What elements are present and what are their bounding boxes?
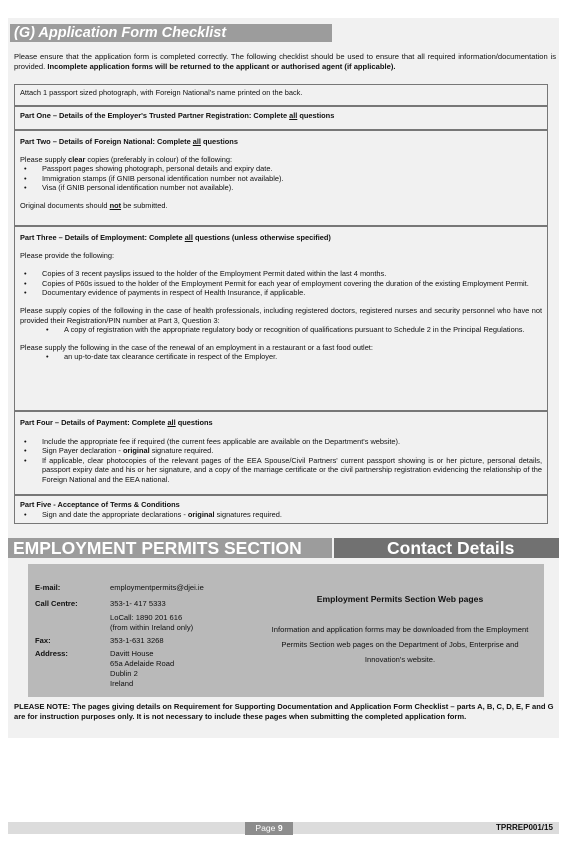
part-two-heading-underline: all bbox=[192, 137, 201, 146]
payer-declaration-text: Sign Payer declaration - bbox=[42, 446, 123, 456]
web-pages-text: Information and application forms may be downloaded from the Employment Permits Section web pages on the Department of Jobs, Enterprise and Innovation's website. bbox=[271, 625, 529, 664]
declarations-bold: original bbox=[187, 509, 215, 519]
intro-warning: Incomplete application forms will be returned to the applicant or authorised agent (if applicable). bbox=[47, 62, 396, 71]
email-link[interactable]: employmentpermits@djei.ie bbox=[110, 583, 204, 592]
page-number: 9 bbox=[277, 823, 283, 833]
list-item: • If applicable, clear photocopies of the relevant pages of the EEA Spouse/Civil Partners' current passport showing is or her picture, personal details, passport expiry date and his or her signature, and a copy of the marriage certificate or the civil partnership registration evidencing the relationship of the Foreign National and the EEA national. bbox=[20, 456, 542, 485]
renewal-list bbox=[20, 352, 542, 362]
part-two-lead-text: Please supply bbox=[20, 154, 69, 164]
part-two-lead bbox=[20, 155, 542, 165]
locall-number: LoCall: 1890 201 616 bbox=[110, 613, 183, 622]
list-item: • A copy of registration with the appropriate regulatory body or recognition of qualifications pursuant to Schedule 2 in the Principal Regulations. bbox=[20, 325, 542, 335]
photo-box bbox=[14, 84, 548, 106]
health-professionals-lead: Please supply copies of the following in the case of health professionals, including registered doctors, registered nurses and security personnel who have not provided their Registration/PIN number at Part 3, Question 3: bbox=[20, 305, 542, 325]
part-two-lead-bold: clear bbox=[68, 154, 86, 164]
part-two-heading-text: Part Two – Details of Foreign National: Complete bbox=[20, 137, 193, 146]
part-three-list bbox=[20, 269, 542, 298]
photo-instruction: Attach 1 passport sized photograph, with Foreign National's name printed on the back. bbox=[20, 88, 303, 97]
part-three-heading-end: questions (unless otherwise specified) bbox=[192, 233, 331, 242]
part-two-heading-end: questions bbox=[200, 137, 238, 146]
intro-text: Please ensure that the application form is completed correctly. The following checklist should be used to ensure that all required information/documentation is provided. bbox=[14, 52, 556, 71]
renewal-lead: Please supply the following in the case of the renewal of an employment in a restaurant or a fast food outlet: bbox=[20, 342, 373, 352]
part-three-heading bbox=[20, 233, 542, 243]
address-label: Address: bbox=[35, 649, 68, 658]
part-two-original-note bbox=[20, 201, 542, 211]
health-professionals-list bbox=[20, 325, 542, 335]
document-code: TPRREP001/15 bbox=[496, 823, 553, 832]
list-item: • Passport pages showing photograph, personal details and expiry date. bbox=[20, 164, 542, 174]
part-four-heading bbox=[20, 418, 542, 428]
part-four-list bbox=[20, 437, 542, 485]
section-header bbox=[8, 538, 332, 558]
address-line-text: Davitt House bbox=[110, 649, 154, 658]
part-one-heading-end: questions bbox=[297, 111, 335, 120]
declarations-text: Sign and date the appropriate declarations - bbox=[42, 509, 188, 519]
part-three-heading-underline: all bbox=[184, 233, 193, 242]
original-note-end: be submitted. bbox=[121, 200, 168, 210]
list-item: • Immigration stamps (if GNIB personal identification number not available). bbox=[20, 174, 542, 184]
call-centre-number: 353-1- 417 5333 bbox=[110, 599, 166, 608]
part-two-box bbox=[14, 130, 548, 226]
part-five-heading: Part Five - Acceptance of Terms & Conditions bbox=[20, 500, 180, 509]
part-two-list bbox=[20, 164, 542, 193]
part-two-lead-end: copies (preferably in colour) of the following: bbox=[85, 154, 232, 164]
page-indicator bbox=[245, 822, 293, 835]
email-label: E-mail: bbox=[35, 583, 61, 592]
payer-declaration-bold: original bbox=[122, 446, 150, 456]
web-pages-box bbox=[256, 564, 544, 697]
part-five-list bbox=[20, 510, 542, 520]
fax-label: Fax: bbox=[35, 636, 51, 645]
part-three-lead: Please provide the following: bbox=[20, 250, 115, 260]
fax-number: 353-1-631 3268 bbox=[110, 636, 164, 645]
part-one-box bbox=[14, 106, 548, 130]
payer-declaration-end: signature required. bbox=[149, 446, 214, 456]
part-three-box bbox=[14, 226, 548, 411]
list-item: • Include the appropriate fee if required (the current fees applicable are available on the Department's website). bbox=[20, 437, 542, 447]
address-line-text: 65a Adelaide Road bbox=[110, 659, 175, 668]
part-five-box bbox=[14, 495, 548, 524]
contact-details-box bbox=[28, 564, 269, 697]
address-line-text: Dublin 2 bbox=[110, 669, 138, 678]
part-three-heading-text: Part Three – Details of Employment: Complete bbox=[20, 233, 185, 242]
part-four-heading-text: Part Four – Details of Payment: Complete bbox=[20, 418, 168, 427]
list-item: • an up-to-date tax clearance certificate in respect of the Employer. bbox=[20, 352, 542, 362]
list-item: • Copies of P60s issued to the holder of the Employment Permit for each year of employment covering the duration of the existing Employment Permit. bbox=[20, 279, 542, 289]
list-item bbox=[20, 446, 542, 456]
list-item bbox=[20, 510, 542, 520]
call-centre-label: Call Centre: bbox=[35, 599, 78, 608]
contact-title: Contact Details bbox=[387, 538, 515, 558]
list-item: • Copies of 3 recent payslips issued to the holder of the Employment Permit dated within the last 4 months. bbox=[20, 269, 542, 279]
page-title: (G) Application Form Checklist bbox=[14, 25, 227, 41]
address-line-text: Ireland bbox=[110, 679, 134, 688]
part-two-heading bbox=[20, 137, 542, 147]
please-note: PLEASE NOTE: The pages giving details on Requirement for Supporting Documentation and Application Form Checklist – parts A, B, C, D, E, F and G are for instruction purposes only. It is not necessary to include these pages when submitting the completed application form. bbox=[14, 702, 554, 721]
page-label: Page bbox=[255, 823, 276, 833]
original-note-text: Original documents should bbox=[20, 200, 110, 210]
part-four-box bbox=[14, 411, 548, 495]
web-pages-title: Employment Permits Section Web pages bbox=[316, 594, 484, 604]
declarations-end: signatures required. bbox=[214, 509, 282, 519]
list-item: • Documentary evidence of payments in respect of Health Insurance, if applicable. bbox=[20, 288, 542, 298]
intro-paragraph bbox=[14, 52, 556, 72]
title-bar bbox=[10, 24, 332, 42]
section-title: EMPLOYMENT PERMITS SECTION bbox=[13, 538, 302, 558]
part-four-heading-end: questions bbox=[175, 418, 213, 427]
contact-header bbox=[334, 538, 559, 558]
list-item: • Visa (if GNIB personal identification number not available). bbox=[20, 183, 542, 193]
part-one-heading-text: Part One – Details of the Employer's Trusted Partner Registration: Complete bbox=[20, 111, 290, 120]
part-one-heading bbox=[20, 111, 542, 121]
part-four-heading-underline: all bbox=[167, 418, 176, 427]
part-one-heading-underline: all bbox=[289, 111, 298, 120]
original-note-underline: not bbox=[109, 200, 122, 210]
locall-note: (from within Ireland only) bbox=[110, 623, 194, 632]
